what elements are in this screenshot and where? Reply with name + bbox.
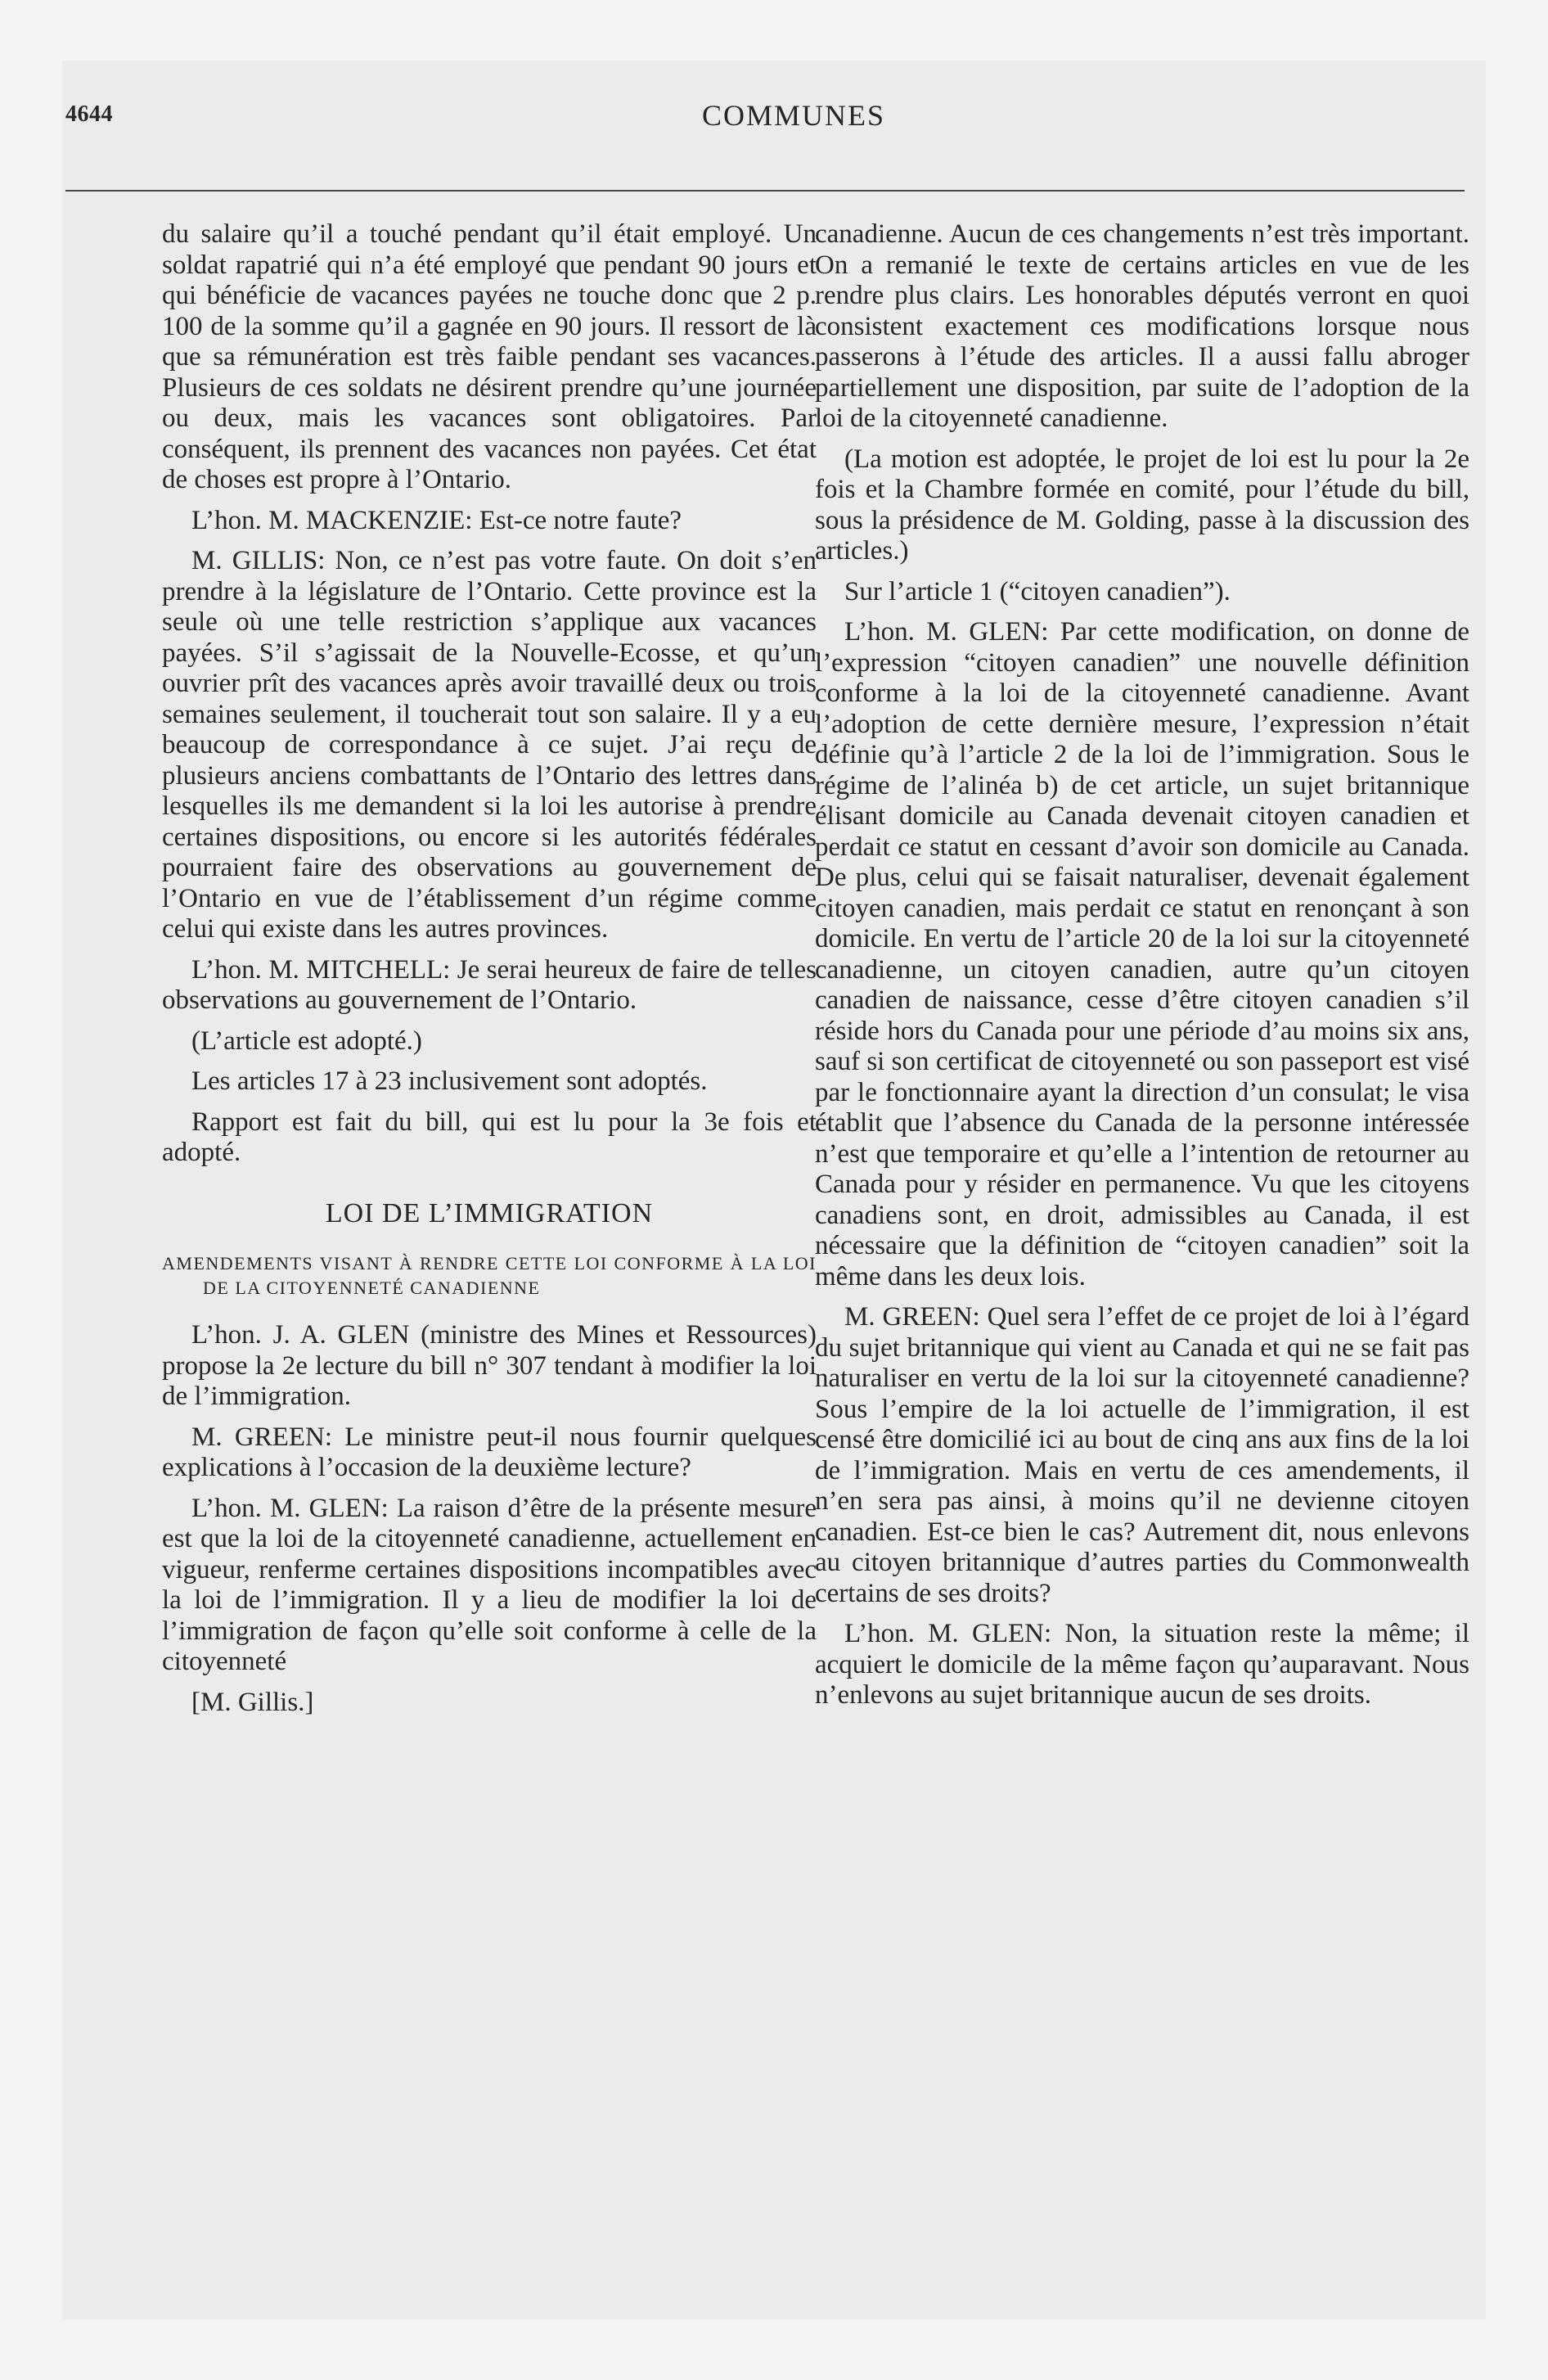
paragraph: canadienne. Aucun de ces changements n’est très important. On a remanié le texte de certains articles en vue de les rendre plus clairs. Les honorables députés verront en quoi consistent exactement ces modifications lorsque nous passerons à l’étude des articles. Il a aussi fallu abroger partiellement une disposition, par suite de l’adoption de la loi de la citoyenneté canadienne. [815, 219, 1469, 433]
paragraph: Les articles 17 à 23 inclusivement sont adoptés. [191, 1066, 708, 1096]
paragraph: (La motion est adoptée, le projet de loi est lu pour la 2e fois et la Chambre formée en comité, pour l’étude du bill, sous la présidence de M. Golding, passe à la discussion des articles.) [815, 444, 1469, 566]
section-title: LOI DE L’IMMIGRATION [325, 1197, 654, 1228]
paragraph: Sur l’article 1 (“citoyen canadien”). [844, 576, 1231, 606]
right-column [815, 219, 1469, 1721]
paragraph: M. GREEN: Quel sera l’effet de ce projet de loi à l’égard du sujet britannique qui vient au Canada et qui ne se fait pas naturaliser en vertu de la loi sur la citoyenneté canadienne? Sous l’empire de la loi actuelle de l’immigration, il est censé être domicilié ici au bout de cinq ans aux fins de la loi de l’immigration. Mais en vertu de ces amendements, il n’en sera pas ainsi, à moins qu’il ne devienne citoyen canadien. Est-ce bien le cas? Autrement dit, nous enlevons au citoyen britannique d’autres parties du Commonwealth certains de ses droits? [815, 1302, 1469, 1608]
running-title: COMMUNES [701, 99, 886, 132]
paragraph: L’hon. J. A. GLEN (ministre des Mines et Ressources) propose la 2e lecture du bill n° 307 tendant à modifier la loi de l’immigration. [162, 1320, 817, 1411]
paragraph: L’hon. M. GLEN: Non, la situation reste la même; il acquiert le domicile de la même façon qu’auparavant. Nous n’enlevons au sujet britannique aucun de ses droits. [815, 1619, 1469, 1710]
paragraph: (L’article est adopté.) [191, 1025, 422, 1056]
speaker-signature: [M. Gillis.] [191, 1687, 314, 1717]
section-subtitle: AMENDEMENTS VISANT À RENDRE CETTE LOI CONFORME À LA LOI DE LA CITOYENNETÉ CANADIENNE [162, 1253, 817, 1298]
paragraph: Rapport est fait du bill, qui est lu pour la 3e fois et adopté. [162, 1107, 817, 1167]
page-number: 4644 [65, 101, 113, 127]
paragraph: L’hon. M. GLEN: Par cette modification, on donne de l’expression “citoyen canadien” une nouvelle définition conforme à la loi de la citoyenneté canadienne. Avant l’adoption de cette dernière mesure, l’expression n’était définie qu’à l’article 2 de la loi de l’immigration. Sous le régime de l’alinéa b) de cet article, un sujet britannique élisant domicile au Canada devenait citoyen canadien et perdait ce statut en cessant d’avoir son domicile au Canada. De plus, celui qui se faisait naturaliser, devenait également citoyen canadien, mais perdait ce statut en renonçant à son domicile. En vertu de l’article 20 de la loi sur la citoyenneté canadienne, un citoyen canadien, autre qu’un citoyen canadien de naissance, cesse d’être citoyen canadien s’il réside hors du Canada pour une période d’au moins six ans, sauf si son certificat de citoyenneté ou son passeport est visé par le fonctionnaire ayant la direction d’un consulat; le visa établit que l’absence du Canada de la personne intéressée n’est que temporaire et qu’elle a l’intention de retourner au Canada pour y résider en permanence. Vu que les citoyens canadiens sont, en droit, admissibles au Canada, il est nécessaire que la définition de “citoyen canadien” soit la même dans les deux lois. [815, 617, 1469, 1291]
paragraph: M. GILLIS: Non, ce n’est pas votre faute. On doit s’en prendre à la législature de l’Ontario. Cette province est la seule où une telle restriction s’applique aux vacances payées. S’il s’agissait de la Nouvelle-Ecosse, et qu’un ouvrier prît des vacances après avoir travaillé deux ou trois semaines seulement, il toucherait tout son salaire. Il y a eu beaucoup de correspondance à ce sujet. J’ai reçu de plusieurs anciens combattants de l’Ontario des lettres dans lesquelles ils me demandent si la loi les autorise à prendre certaines dispositions, ou encore si les autorités fédérales pourraient faire des observations au gouvernement de l’Ontario en vue de l’établissement d’un régime comme celui qui existe dans les autres provinces. [162, 546, 817, 944]
paragraph: L’hon. M. MITCHELL: Je serai heureux de faire de telles observations au gouvernement de l’Ontario. [162, 954, 817, 1015]
left-column [162, 219, 817, 1728]
header-rule [65, 190, 1465, 192]
paragraph: L’hon. M. MACKENZIE: Est-ce notre faute? [191, 505, 682, 535]
page-header [65, 95, 1522, 144]
paragraph: du salaire qu’il a touché pendant qu’il était employé. Un soldat rapatrié qui n’a été employé que pendant 90 jours et qui bénéficie de vacances payées ne touche donc que 2 p. 100 de la somme qu’il a gagnée en 90 jours. Il ressort de là que sa rémunération est très faible pendant ses vacances. Plusieurs de ces soldats ne désirent prendre qu’une journée ou deux, mais les vacances sont obligatoires. Par conséquent, ils prennent des vacances non payées. Cet état de choses est propre à l’Ontario. [162, 219, 817, 494]
paragraph: L’hon. M. GLEN: La raison d’être de la présente mesure est que la loi de la citoyenneté canadienne, actuellement en vigueur, renferme certaines dispositions incompatibles avec la loi de l’immigration. Il y a lieu de modifier la loi de l’immigration de façon qu’elle soit conforme à celle de la citoyenneté [162, 1493, 817, 1676]
paragraph: M. GREEN: Le ministre peut-il nous fournir quelques explications à l’occasion de la deuxième lecture? [162, 1422, 817, 1482]
